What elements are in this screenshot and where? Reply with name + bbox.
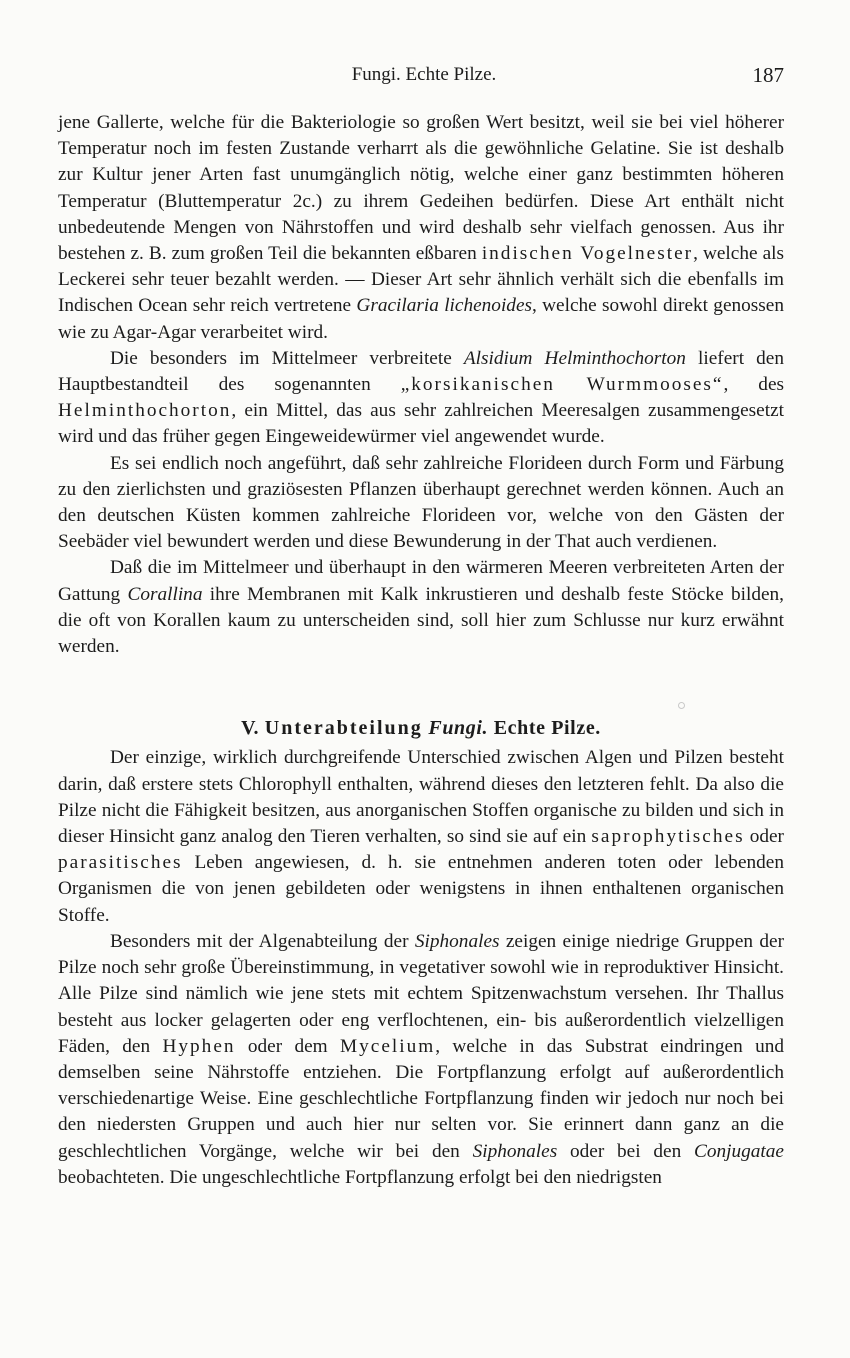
spaced-term: Helminthochorton <box>58 400 232 422</box>
heading-latin: Fungi. <box>428 717 489 740</box>
species-name: Alsidium Helminthochorton <box>463 347 686 369</box>
page-number: 187 <box>752 63 784 87</box>
paragraph-corallina <box>58 555 784 660</box>
species-name: Gracilaria lichenoides <box>356 295 533 317</box>
text-run: , welche als Leckerei sehr teuer bezahlt werden. — Dieser Art sehr ähnlich verhält sich die ebenfalls im Indischen Ocean sehr reich vertretene <box>58 243 784 317</box>
genus-name: Corallina <box>127 583 203 605</box>
spaced-term: indischen Vogelnester <box>481 243 694 265</box>
paragraph-agar <box>58 110 784 346</box>
text-run: Daß die im Mittelmeer und überhaupt in den wärmeren Meeren verbreiteten Arten der Gattung <box>58 557 784 605</box>
text-run: Der einzige, wirklich durchgreifende Unterschied zwischen Algen und Pilzen besteht darin, daß erstere stets Chlorophyll enthalten, während dieses den letzteren fehlt. Da also die Pilze nicht die Fähigkeit besitzen, aus anorganischen Stoffen organische zu bilden und sich in dieser Hinsicht ganz analog den Tieren verhalten, so sind sie auf ein <box>58 747 784 848</box>
paragraph-chlorophyll <box>58 745 784 928</box>
text-run: ihre Membranen mit Kalk inkrustieren und deshalb feste Stöcke bilden, die oft von Korallen kaum zu unterscheiden sind, soll hier zum Schlusse nur kurz erwähnt werden. <box>58 583 784 658</box>
text-run: oder bei den <box>557 1140 695 1162</box>
page-header <box>62 64 786 92</box>
text-run: Besonders mit der Algenabteilung der <box>110 930 415 952</box>
paragraph-siphonales <box>58 929 784 1191</box>
heading-label: Unterabteilung <box>264 717 423 740</box>
order-name: Siphonales <box>414 930 500 952</box>
order-name: Conjugatae <box>694 1140 784 1162</box>
paragraph-alsidium <box>58 346 784 451</box>
spaced-term: saprophytisches <box>591 826 745 848</box>
text-run: , welche sowohl direkt genossen wie zu Agar-Agar verarbeitet wird. <box>58 295 784 343</box>
section-heading <box>58 715 784 741</box>
text-run: Die besonders im Mittelmeer verbreitete <box>110 347 464 369</box>
text-run: oder <box>744 826 784 848</box>
text-run: , welche in das Substrat eindringen und demselben seine Nährstoffe entziehen. Die Fortpflanzung erfolgt auf außerordentlich verschiedenartige Weise. Eine geschlechtliche Fortpflanzung finden wir jedoch nur noch bei den niedersten Gruppen und auch hier nur selten vor. Sie erinnert dann ganz an die geschlechtlichen Vorgänge, welche wir bei den <box>58 1035 784 1162</box>
paper-speck <box>678 702 685 709</box>
text-run: liefert den Hauptbestandteil des sogenannten <box>58 347 785 396</box>
body-text <box>58 110 784 1191</box>
order-name: Siphonales <box>472 1140 558 1162</box>
text-run: jene Gallerte, welche für die Bakteriologie so großen Wert besitzt, weil sie bei viel höherer Temperatur noch im festen Zustande verharrt als die gewöhnliche Gelatine. Sie ist deshalb zur Kultur jener Arten fast unumgänglich nötig, welche einer ganz bestimmten höheren Temperatur (Bluttemperatur 2c.) zu ihrem Gedeihen bedürfen. Diese Art enthält nicht unbedeutende Mengen von Nährstoffen und wird deshalb sehr vielfach genossen. Aus ihr bestehen z. B. zum großen Teil die bekannten eßbaren <box>58 112 784 265</box>
paragraph-florideen: Es sei endlich noch angeführt, daß sehr zahlreiche Florideen durch Form und Färbung zu den zierlichsten und graziösesten Pflanzen überhaupt gerechnet werden können. Auch an den deutschen Küsten kommen zahlreiche Florideen vor, welche von den Gästen der Seebäder viel bewundert werden und diese Bewunderung in der That auch verdienen. <box>58 452 784 553</box>
text-run: zeigen einige niedrige Gruppen der Pilze noch sehr große Übereinstimmung, in vegetativer sowohl wie in reproduktiver Hinsicht. Alle Pilze sind nämlich wie jene stets mit echtem Spitzenwachstum versehen. Ihr Thallus besteht aus locker gelagerten oder eng verflochtenen, ein- bis außerordentlich vielzelligen Fäden, den <box>58 930 784 1057</box>
spaced-term: Hyphen <box>162 1035 236 1057</box>
spaced-term: Mycelium <box>340 1035 436 1057</box>
text-run: Leben angewiesen, d. h. sie entnehmen anderen toten oder lebenden Organismen die von jenen gebildeten oder wenigstens in ihnen enthaltenen organischen Stoffe. <box>58 852 784 926</box>
spaced-term: „korsikanischen Wurmmooses“ <box>400 374 724 396</box>
heading-number: V. <box>241 717 265 740</box>
text-run: , ein Mittel, das aus sehr zahlreichen Meeresalgen zusammengesetzt wird und das früher gegen Eingeweidewürmer viel angewendet wurde. <box>58 400 784 448</box>
spaced-term: parasitisches <box>58 852 183 874</box>
running-title: Fungi. Echte Pilze. <box>351 64 497 85</box>
text-run: beobachteten. Die ungeschlechtliche Fortpflanzung erfolgt bei den niedrigsten <box>58 1166 662 1188</box>
text-run: oder dem <box>235 1035 340 1057</box>
heading-german: Echte Pilze. <box>493 717 601 740</box>
text-run: , des <box>723 374 785 396</box>
